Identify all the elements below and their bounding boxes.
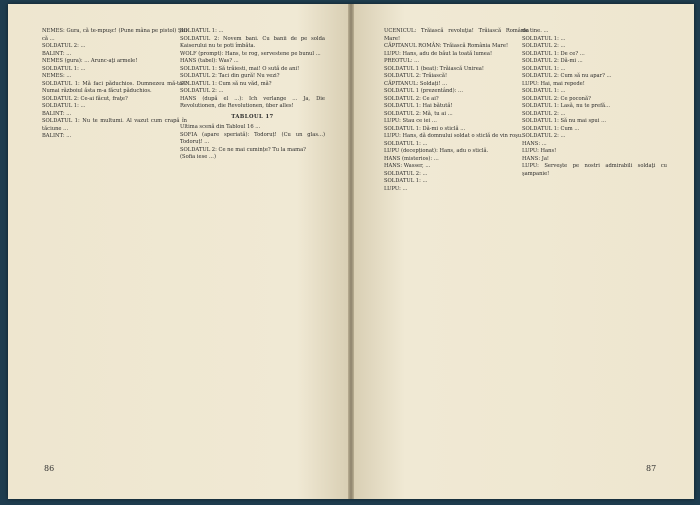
text-paragraph: SOLDATUL 1: Să nu mai spui ... bbox=[522, 118, 607, 124]
text-paragraph: SOFIA (apare speriată): Todoruț! (Cu un glas...) Todoruț! ... bbox=[180, 131, 325, 145]
left-page-column-2 bbox=[180, 28, 325, 162]
text-paragraph: LUPU: Stau ce iei ... bbox=[384, 118, 437, 124]
text-paragraph: BALINT: ... bbox=[42, 133, 72, 139]
text-paragraph: SOLDATUL 1: ... bbox=[384, 178, 428, 184]
text-paragraph: SOLDATUL 2: Mă, tu ai ... bbox=[384, 110, 453, 117]
text-paragraph: SOLDATUL 1: Dă-mi o sticlă ... bbox=[384, 125, 466, 132]
text-paragraph: SOLDATUL 1: De ce? ... bbox=[522, 50, 585, 57]
text-paragraph: PREOTUL: ... bbox=[384, 58, 420, 64]
text-paragraph: SOLDATUL 1: Mă faci păduchios. Dumnezeu mă-ta!? Numai războiul ăsta m-a făcut păduchios. bbox=[42, 80, 187, 94]
left-page-column-1 bbox=[42, 28, 187, 141]
text-paragraph: HANS (tabel): Was? ... bbox=[180, 58, 239, 64]
text-paragraph: TABLOUL 17 bbox=[231, 113, 274, 120]
text-paragraph: LUPU: Serveşte pe nostri admirabili soldaţi cu şampanie! bbox=[522, 163, 667, 177]
text-paragraph: SOLDATUL 1: ... bbox=[180, 28, 224, 34]
text-paragraph: SOLDATUL 1: ... bbox=[522, 35, 566, 42]
text-paragraph: SOLDATUL 2: ... bbox=[42, 43, 86, 49]
text-paragraph: HANS: Wasser, ... bbox=[384, 163, 431, 169]
text-paragraph: LUPU: Hans, dă domnului soldat o sticlă de vin roşu. bbox=[384, 133, 523, 139]
text-paragraph: SOLDATUL 1: ... bbox=[42, 65, 86, 72]
text-paragraph: BALINT: ... bbox=[42, 110, 72, 117]
text-paragraph: de tine. ... bbox=[522, 28, 549, 34]
text-paragraph: HANS: ... bbox=[522, 140, 547, 147]
text-paragraph: HANS (după el ...): Ich verlange ... Ja, Die Revolutionen, die Revolutionen, über alles! bbox=[180, 95, 325, 109]
text-paragraph: HANS: Ja! bbox=[522, 155, 550, 162]
right-page bbox=[354, 4, 694, 499]
text-paragraph: SOLDATUL 1: ... bbox=[522, 88, 566, 94]
left-page-number: 86 bbox=[44, 464, 55, 473]
text-paragraph: BALINT: ... bbox=[42, 50, 72, 57]
text-paragraph: SOLDATUL 2: ... bbox=[522, 43, 566, 49]
text-paragraph: SOLDATUL 2: Ce ai? bbox=[384, 95, 439, 102]
text-paragraph: SOLDATUL 2: Ce ne mai cumințe? Tu la mama? bbox=[180, 146, 306, 153]
text-paragraph: SOLDATUL 1: Cum ... bbox=[522, 125, 580, 132]
text-paragraph: LUPU (decepționat): Hans, adu o sticlă. bbox=[384, 148, 489, 154]
text-paragraph: LUPU: Hai, mai repede! bbox=[522, 80, 585, 87]
text-paragraph: SOLDATUL 1: Hai bătută! bbox=[384, 103, 453, 109]
book-spread bbox=[8, 4, 694, 499]
text-paragraph: SOLDATUL 2: Ce-ai făcut, fraţe? bbox=[42, 95, 128, 102]
text-paragraph: HANS (misterios): ... bbox=[384, 155, 439, 162]
text-paragraph: SOLDATUL 1: ... bbox=[384, 140, 428, 147]
text-paragraph: NEMES: ... bbox=[42, 73, 72, 79]
text-paragraph: SOLDATUL 1: ... bbox=[522, 65, 566, 72]
text-paragraph: SOLDATUL 2: Taci din gură! Nu vezi? bbox=[180, 73, 280, 79]
text-paragraph: SOLDATUL 1 (prezentând): ... bbox=[384, 88, 463, 94]
text-paragraph: SOLDATUL 1: Nu te multumi. Al vazut cum crapă în tăciune ... bbox=[42, 118, 187, 132]
right-page-column-2 bbox=[522, 28, 667, 178]
text-paragraph: SOLDATUL 1: ... bbox=[42, 103, 86, 109]
text-paragraph: SOLDATUL 1: Să trăiesti, mai! O sută de ani! bbox=[180, 65, 300, 72]
text-paragraph: SOLDATUL 1: Lasă, nu te prefă... bbox=[522, 103, 611, 109]
text-paragraph: SOLDATUL 2: Cum să nu apar? ... bbox=[522, 73, 612, 79]
text-paragraph: NEMES: Gura, că te-mpuşc! (Pune mâna pe pistol) Ştii că ... bbox=[42, 28, 187, 42]
text-paragraph: CĂPITANUL: Soldați! ... bbox=[384, 80, 448, 87]
text-paragraph: LUPU: ... bbox=[384, 185, 408, 192]
text-paragraph: LUPU: Hans, adu de băut la toată lumea! bbox=[384, 50, 493, 57]
text-paragraph: SOLDATUL 2: Novem bani. Cu banii de pe solda Kaiserului nu te poti îmbăta. bbox=[180, 35, 325, 49]
text-paragraph: UCENICUL: Trăiască revoluţia! Trăiască România Mare! bbox=[384, 28, 529, 42]
text-paragraph: SOLDATUL 2: Trăiască! bbox=[384, 73, 448, 79]
text-paragraph: NEMES (gura): ... Arunc-aţi armele! bbox=[42, 58, 138, 64]
text-paragraph: Ultima scenă din Tabloul 16 ... bbox=[180, 124, 261, 130]
right-page-number: 87 bbox=[646, 464, 657, 473]
text-paragraph: WOLF (prompt): Hans, te rog, servestene pe bunul ... bbox=[180, 50, 321, 57]
text-paragraph: SOLDATUL 2: ... bbox=[522, 110, 566, 117]
text-paragraph: SOLDATUL 1 (beat): Trăiască Unirea! bbox=[384, 65, 484, 72]
text-paragraph: SOLDATUL 2: ... bbox=[384, 170, 428, 177]
text-paragraph: SOLDATUL 2: Ce poconă? bbox=[522, 95, 591, 102]
text-paragraph: (Sofia iese ...) bbox=[180, 154, 216, 160]
text-paragraph: LUPU: Hans! bbox=[522, 148, 557, 154]
text-paragraph: SOLDATUL 1: Cum să nu văd, mă? bbox=[180, 80, 272, 87]
text-paragraph: SOLDATUL 2: ... bbox=[522, 133, 566, 139]
right-page-column-1 bbox=[384, 28, 529, 193]
left-page bbox=[8, 4, 348, 499]
text-paragraph: SOLDATUL 2: ... bbox=[180, 88, 224, 94]
text-paragraph: CĂPITANUL ROMÂN: Trăiască România Mare! bbox=[384, 43, 509, 49]
text-paragraph: SOLDATUL 2: Dă-mi ... bbox=[522, 58, 583, 64]
